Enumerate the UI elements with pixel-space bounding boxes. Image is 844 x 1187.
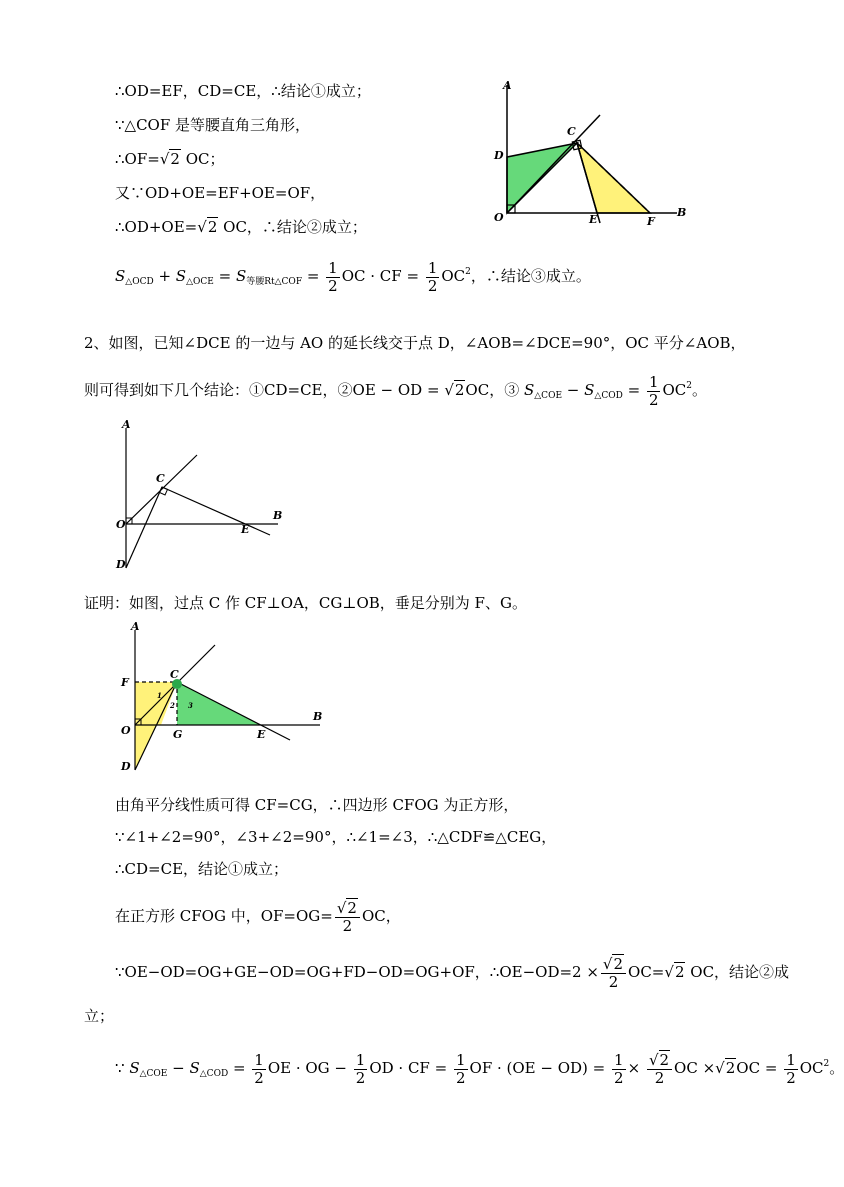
label-D: D (494, 149, 504, 162)
proof-line-3: ∴OF=√2 OC； (115, 150, 225, 168)
question-2-line-1: 2、如图，已知∠DCE 的一边与 AO 的延长线交于点 D，∠AOB=∠DCE=90°，OC 平分∠AOB， (84, 334, 746, 352)
label-F: F (121, 676, 129, 689)
proof-line-of-og: 在正方形 CFOG 中，OF=OG= $\frac{√2}{2}$ OC， (115, 898, 401, 935)
proof-line-5: ∴OD+OE=√2 OC，∴结论②成立； (115, 218, 367, 236)
label-E: E (241, 523, 250, 536)
proof-line-area: ∵ $S_{\triangle COE} - S_{\triangle COD}$ = $\frac{1}{2}$ OE · OG − $\frac{1}{2}$ OD · CF = $\frac{1}{2}$ OF · (OE − OD) = $\frac{1}{2}$ × $\frac{√2}{2}$ OC ×√2OC = $\frac{1}{2}$ $OC^2$。 (115, 1050, 844, 1087)
label-D: D (116, 558, 126, 571)
label-O: O (494, 211, 504, 224)
proof-line-6-area: $S_{\triangle OCD} + S_{\triangle OCE} = S_{等腰Rt\triangle COF}$ = $\frac{1}{2}$ OC · CF = $\frac{1}{2}$ $OC^2$，∴结论③成立。 (115, 258, 591, 295)
proof-line-4: 又∵OD+OE=EF+OE=OF， (115, 184, 326, 202)
angle-2-label: 2 (170, 701, 175, 710)
label-E: E (589, 213, 598, 226)
figure-3 (115, 620, 330, 780)
proof-line-1: ∴OD=EF，CD=CE，∴结论①成立； (115, 82, 371, 100)
label-B: B (273, 509, 283, 522)
proof-line-conclusion-1: ∴CD=CE，结论①成立； (115, 860, 289, 878)
proof-line-2: ∵△COF 是等腰直角三角形， (115, 116, 311, 134)
question-2-line-2: 则可得到如下几个结论：①CD=CE，②OE − OD = √2OC，③ $S_{\triangle COE} - S_{\triangle COD}$ = $\frac{1}{2}$ $OC^2$。 (84, 372, 708, 409)
label-B: B (677, 206, 687, 219)
label-G: G (173, 728, 183, 741)
proof-intro: 证明：如图，过点 C 作 CF⊥OA，CG⊥OB，垂足分别为 F、G。 (84, 594, 527, 612)
label-O: O (121, 724, 131, 737)
label-E: E (257, 728, 266, 741)
label-D: D (121, 760, 131, 773)
proof-line-wrap: 立； (84, 1007, 115, 1025)
proof-line-congruent: ∵∠1+∠2=90°，∠3+∠2=90°，∴∠1=∠3，∴△CDF≌△CEG， (115, 828, 557, 846)
label-B: B (313, 710, 323, 723)
angle-1-label: 1 (157, 691, 162, 700)
label-C: C (567, 125, 576, 138)
label-F: F (647, 215, 655, 228)
label-A: A (122, 418, 131, 431)
proof-line-oe-od: ∵OE−OD=OG+GE−OD=OG+FD−OD=OG+OF，∴OE−OD=2 × $\frac{√2}{2}$ OC=√2 OC，结论②成 (115, 954, 790, 991)
label-C: C (170, 668, 179, 681)
figure-1 (485, 75, 695, 235)
label-A: A (131, 620, 140, 633)
angle-3-label: 3 (188, 701, 193, 710)
proof-line-square: 由角平分线性质可得 CF=CG，∴四边形 CFOG 为正方形， (115, 796, 519, 814)
label-C: C (156, 472, 165, 485)
label-A: A (503, 79, 512, 92)
figure-2 (110, 418, 290, 578)
label-O: O (116, 518, 126, 531)
